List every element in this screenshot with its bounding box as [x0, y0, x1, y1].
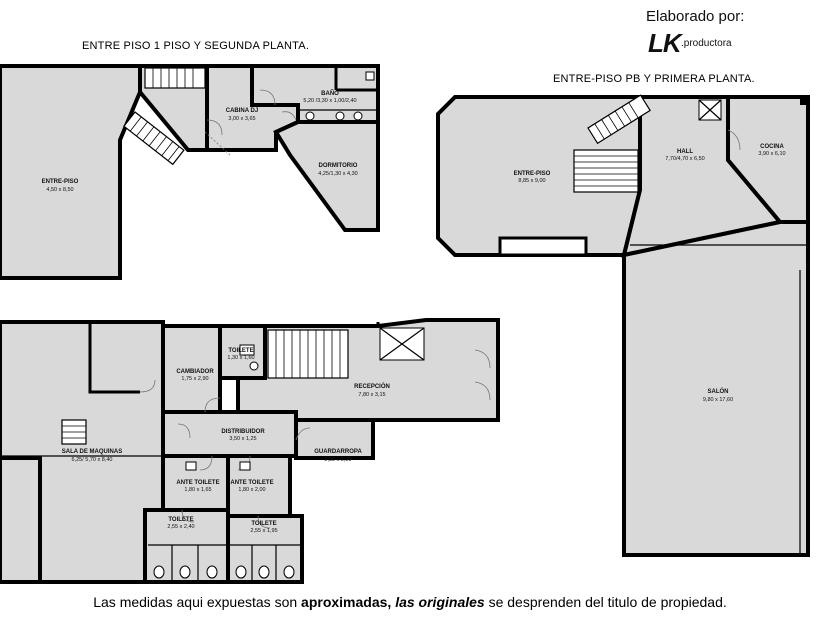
toilete-2-name: TOILETE	[251, 521, 277, 527]
bano-dims: 5,20 /3,30 x 1,00/2,40	[303, 98, 357, 104]
toilet-icon	[306, 112, 314, 120]
sala-maquinas-name: SALA DE MAQUINAS	[61, 449, 123, 455]
ante-toilete-1-dims: 1,80 x 1,65	[184, 487, 212, 493]
salon-name: SALÓN	[707, 389, 729, 395]
sink-icon	[366, 72, 374, 80]
cocina-name: COCINA	[760, 144, 784, 150]
distribuidor-dims: 3,50 x 1,25	[229, 436, 257, 442]
ante-toilete-2-room	[228, 456, 290, 516]
entre-piso-left-name: ENTRE-PISO	[41, 179, 79, 185]
stairs-icon	[268, 330, 348, 378]
salon-dims: 9,80 x 17,60	[702, 397, 734, 403]
credit-label: Elaborado por:	[646, 8, 745, 25]
entre-piso-left-room	[0, 66, 140, 278]
dormitorio-dims: 4,25/1,30 x 4,30	[318, 171, 358, 177]
toilet-icon	[180, 566, 190, 578]
toilet-icon	[154, 566, 164, 578]
cocina-dims: 3,90 x 6,10	[758, 151, 786, 157]
toilete-top-dims: 1,30 x 1,60	[227, 355, 255, 361]
hall-dims: 7,70/4,70 x 6,50	[665, 156, 705, 162]
toilet-icon	[236, 566, 246, 578]
bano-name: BAÑO	[321, 91, 339, 97]
toilete-2-dims: 2,55 x 1,95	[250, 528, 278, 534]
toilet-icon	[259, 566, 269, 578]
ground-floor-plan	[0, 320, 498, 582]
upper-right-plan-heading: ENTRE-PISO PB Y PRIMERA PLANTA.	[553, 73, 755, 85]
entre-piso-right-name: ENTRE-PISO	[513, 171, 551, 177]
ante-toilete-2-dims: 1,80 x 2,00	[238, 487, 266, 493]
toilete-1-dims: 2,55 x 2,40	[167, 524, 195, 530]
upper-left-floor-plan	[0, 66, 378, 278]
toilet-icon	[336, 112, 344, 120]
disclaimer-bold: aproximadas,	[301, 594, 392, 610]
cabina-dj-name: CABINA DJ	[225, 108, 259, 114]
stairs-icon	[62, 420, 86, 444]
toilete-1-name: TOILETE	[168, 517, 194, 523]
ante-toilete-1-name: ANTE TOILETE	[176, 480, 220, 486]
logo-suffix: .productora	[681, 38, 732, 49]
ante-toilete-2-name: ANTE TOILETE	[230, 480, 274, 486]
disclaimer-part-1: Las medidas aqui expuestas son	[93, 594, 302, 610]
dormitorio-name: DORMITORIO	[318, 163, 358, 169]
entre-piso-left-dims: 4,50 x 8,50	[46, 187, 74, 193]
toilet-icon	[354, 112, 362, 120]
upper-left-plan-heading: ENTRE PISO 1 PISO Y SEGUNDA PLANTA.	[82, 40, 310, 52]
guardarropa-name: GUARDARROPA	[314, 449, 362, 455]
guardarropa-dims: 2,85 x 2,20	[324, 457, 352, 463]
cambiador-dims: 1,75 x 2,90	[181, 376, 209, 382]
disclaimer-text	[0, 594, 820, 610]
toilet-icon	[207, 566, 217, 578]
disclaimer-part-2: se desprenden del titulo de propiedad.	[484, 594, 727, 610]
recepcion-dims: 7,80 x 3,15	[358, 392, 386, 398]
cabina-dj-dims: 3,00 x 3,65	[228, 116, 256, 122]
sink-icon	[186, 462, 196, 470]
toilete-top-name: TOILETE	[228, 348, 254, 354]
toilet-icon	[284, 566, 294, 578]
entre-piso-right-dims: 8,85 x 9,00	[518, 178, 546, 184]
cambiador-name: CAMBIADOR	[176, 369, 214, 375]
hall-name: HALL	[677, 149, 693, 155]
lower-left-area	[0, 458, 40, 582]
lk-logo: LK	[648, 28, 681, 58]
distribuidor-name: DISTRIBUIDOR	[221, 429, 265, 435]
disclaimer-italic: las originales	[395, 594, 485, 610]
sala-maquinas-dims: 6,25/ 5,70 x 8,40	[71, 457, 113, 463]
recepcion-name: RECEPCIÓN	[354, 384, 390, 390]
sink-icon	[240, 462, 250, 470]
toilet-icon	[250, 362, 258, 370]
